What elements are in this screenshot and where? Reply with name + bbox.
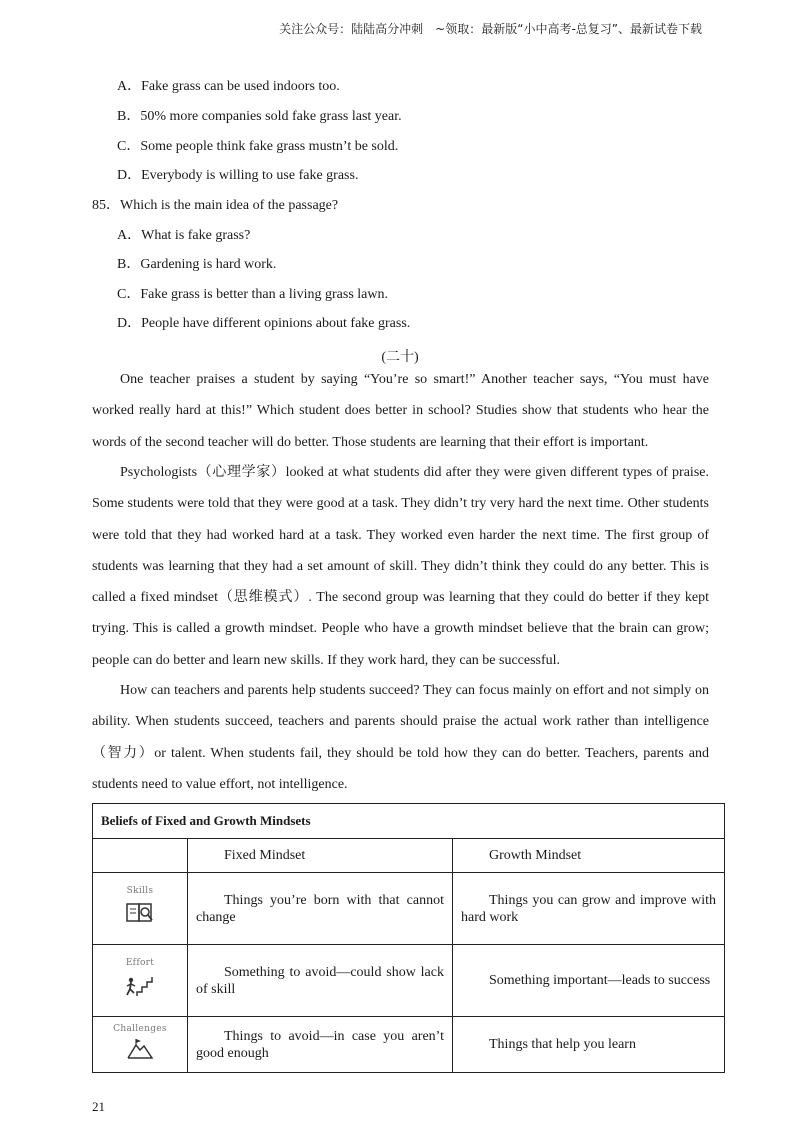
page-number: 21 <box>92 1099 105 1114</box>
row-icon-cell <box>93 1017 188 1073</box>
question-85-option-b: B．Gardening is hard work. <box>117 257 277 272</box>
row-icon-cell <box>93 873 188 945</box>
row-effort-growth <box>453 945 725 1017</box>
table-title: Beliefs of Fixed and Growth Mindsets <box>93 804 725 839</box>
row-skills-growth-text: Things you can grow and improve with hard work <box>461 892 716 925</box>
row-label-skills: Skills <box>126 886 154 896</box>
row-skills-fixed-text: Things you’re born with that cannot change <box>196 892 444 925</box>
row-label-challenges: Challenges <box>113 1024 167 1034</box>
row-icon-cell <box>93 945 188 1017</box>
row-effort-fixed-text: Something to avoid—could show lack of skill <box>196 964 444 997</box>
column-header-growth-label: Growth Mindset <box>489 847 582 863</box>
paragraph-3: How can teachers and parents help students succeed? They can focus mainly on effort and not simply on ability. When students succeed, teachers and parents should praise the actual work rather than intelligence（智力）or talent. When students fail, they should be told how they can do better. Teachers, parents and students need to value effort, not intelligence. <box>92 683 709 792</box>
question-85-option-c: C．Fake grass is better than a living grass lawn. <box>117 287 389 302</box>
section-title: (二十) <box>381 350 419 365</box>
question-85-stem: 85．Which is the main idea of the passage? <box>92 198 339 213</box>
question-85-option-a: A．What is fake grass? <box>117 228 251 243</box>
paragraph-1: One teacher praises a student by saying “You’re so smart!” Another teacher says, “You must have worked really hard at this!” Which student does better in school? Studies show that students who hear the words of the second teacher will do better. Those students are learning that their effort is important. <box>92 372 709 450</box>
column-header-fixed-label: Fixed Mindset <box>224 847 306 863</box>
stairs-climber-icon <box>125 972 155 998</box>
mindset-table <box>92 803 725 1073</box>
row-challenges-fixed <box>188 1017 453 1073</box>
option-c-prev: C．Some people think fake grass mustn’t be sold. <box>117 139 399 154</box>
row-skills-growth <box>453 873 725 945</box>
table-row <box>93 1017 725 1073</box>
question-85-option-d: D．People have different opinions about fake grass. <box>117 316 411 331</box>
table-corner-cell <box>93 839 188 873</box>
option-d-prev: D．Everybody is willing to use fake grass. <box>117 168 359 183</box>
mountain-icon <box>126 1038 154 1060</box>
table-row <box>93 873 725 945</box>
row-effort-growth-text: Something important—leads to success <box>489 973 711 988</box>
row-challenges-growth <box>453 1017 725 1073</box>
row-effort-fixed <box>188 945 453 1017</box>
row-skills-fixed <box>188 873 453 945</box>
page-header: 关注公众号：陆陆高分冲刺 ~领取：最新版“小中高考-总复习”、最新试卷下载 <box>279 22 702 36</box>
option-a-prev: A．Fake grass can be used indoors too. <box>117 79 340 94</box>
row-challenges-growth-text: Things that help you learn <box>489 1037 636 1052</box>
paragraph-2: Psychologists（心理学家）looked at what students did after they were given different types of praise. Some students were told that they were good at a task. They didn’t try very hard the next time. Other students were told that they had worked hard at a task. They worked even harder the next time. The first group of students was learning that they had a set amount of skill. They didn’t think they could do any better. This is called a fixed mindset（思维模式）. The second group was learning that they could do better if they kept trying. This is called a growth mindset. People who have a growth mindset believe that the brain can grow; people can do better and learn new skills. If they work hard, they can be successful. <box>92 465 709 668</box>
row-label-effort: Effort <box>125 958 155 968</box>
column-header-growth <box>453 839 725 873</box>
option-b-prev: B．50% more companies sold fake grass last year. <box>117 109 402 124</box>
book-icon <box>126 900 154 926</box>
table-row <box>93 945 725 1017</box>
row-challenges-fixed-text: Things to avoid—in case you aren’t good enough <box>196 1028 444 1061</box>
column-header-fixed <box>188 839 453 873</box>
